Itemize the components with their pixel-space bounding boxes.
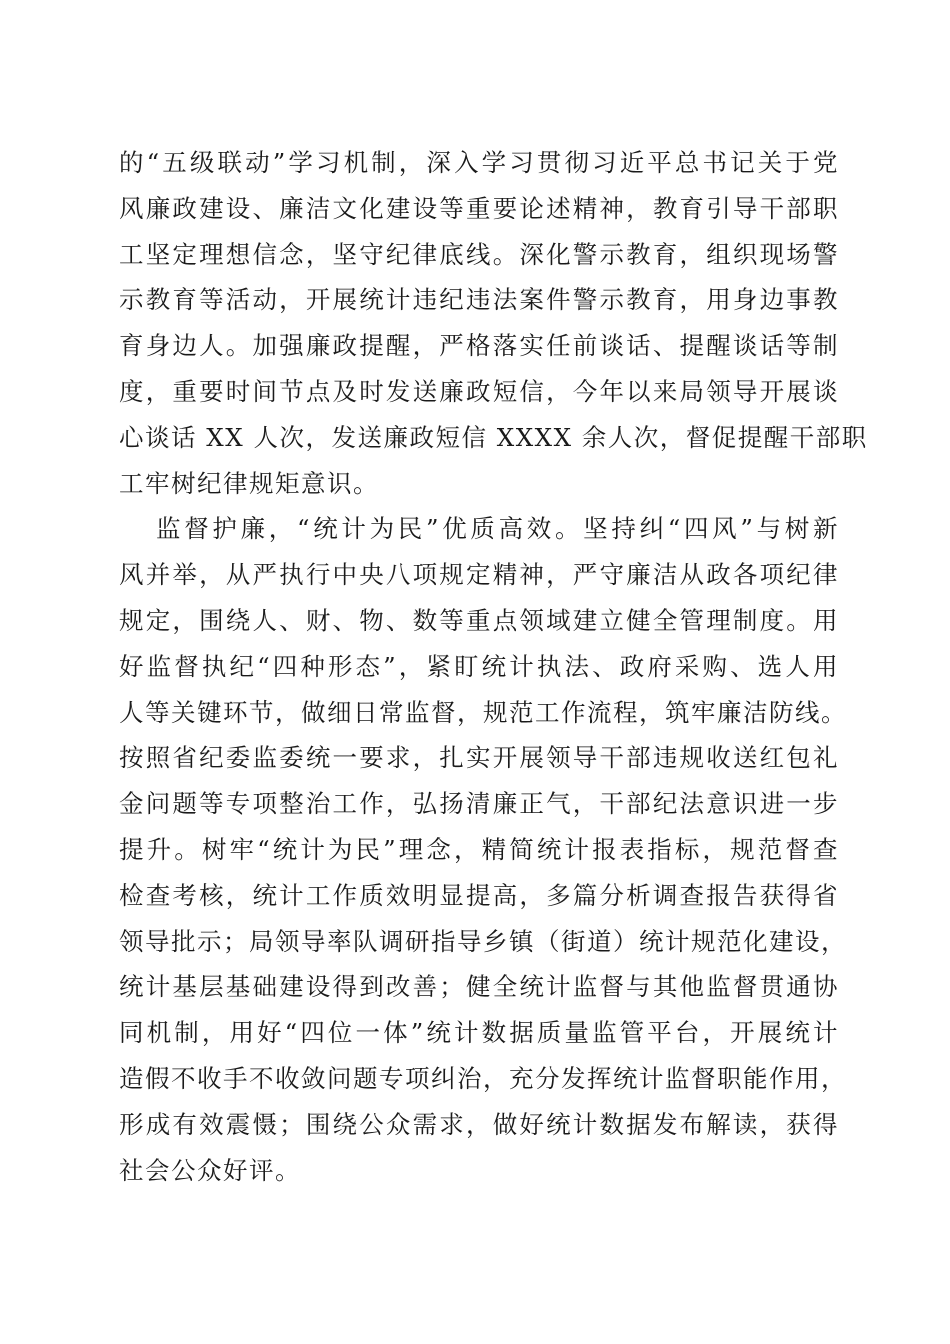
text-line: 育身边人。加强廉政提醒，严格落实任前谈话、提醒谈话等制 (119, 331, 839, 361)
text-line: 监督护廉，“统计为民”优质高效。坚持纠“四风”与树新 (156, 514, 839, 544)
text-line: 工坚定理想信念，坚守纪律底线。深化警示教育，组织现场警 (119, 239, 839, 269)
text-line: 示教育等活动，开展统计违纪违法案件警示教育，用身边事教 (119, 285, 839, 315)
text-line: 检查考核，统计工作质效明显提高，多篇分析调查报告获得省 (119, 880, 839, 910)
text-line: 按照省纪委监委统一要求，扎实开展领导干部违规收送红包礼 (119, 743, 839, 773)
paragraph-supervision (119, 506, 847, 1193)
document-body (119, 140, 868, 1193)
text-line: 度，重要时间节点及时发送廉政短信，今年以来局领导开展谈 (119, 376, 839, 406)
text-line: 形成有效震慑；围绕公众需求，做好统计数据发布解读，获得 (119, 1109, 839, 1139)
text-line: 提升。树牢“统计为民”理念，精简统计报表指标，规范督查 (119, 834, 839, 864)
text-line: 好监督执纪“四种形态”，紧盯统计执法、政府采购、选人用 (119, 651, 839, 681)
text-line: 风廉政建设、廉洁文化建设等重要论述精神，教育引导干部职 (119, 193, 839, 223)
text-line: 风并举，从严执行中央八项规定精神，严守廉洁从政各项纪律 (119, 560, 839, 590)
text-line: 人等关键环节，做细日常监督，规范工作流程，筑牢廉洁防线。 (119, 697, 847, 727)
text-line: 规定，围绕人、财、物、数等重点领域建立健全管理制度。用 (119, 605, 839, 635)
text-line: 社会公众好评。 (119, 1155, 301, 1185)
text-line: 心谈话 XX 人次，发送廉政短信 XXXX 余人次，督促提醒干部职 (119, 422, 868, 452)
text-line: 统计基层基础建设得到改善；健全统计监督与其他监督贯通协 (119, 972, 839, 1002)
text-line: 领导批示；局领导率队调研指导乡镇（街道）统计规范化建设， (119, 926, 847, 956)
paragraph-study-mechanism (119, 140, 868, 506)
text-line: 金问题等专项整治工作，弘扬清廉正气，干部纪法意识进一步 (119, 789, 839, 819)
text-line: 工牢树纪律规矩意识。 (119, 468, 379, 498)
text-line: 同机制，用好“四位一体”统计数据质量监管平台，开展统计 (119, 1018, 839, 1048)
text-line: 的“五级联动”学习机制，深入学习贯彻习近平总书记关于党 (119, 148, 839, 177)
text-line: 造假不收手不收敛问题专项纠治，充分发挥统计监督职能作用， (119, 1063, 847, 1093)
